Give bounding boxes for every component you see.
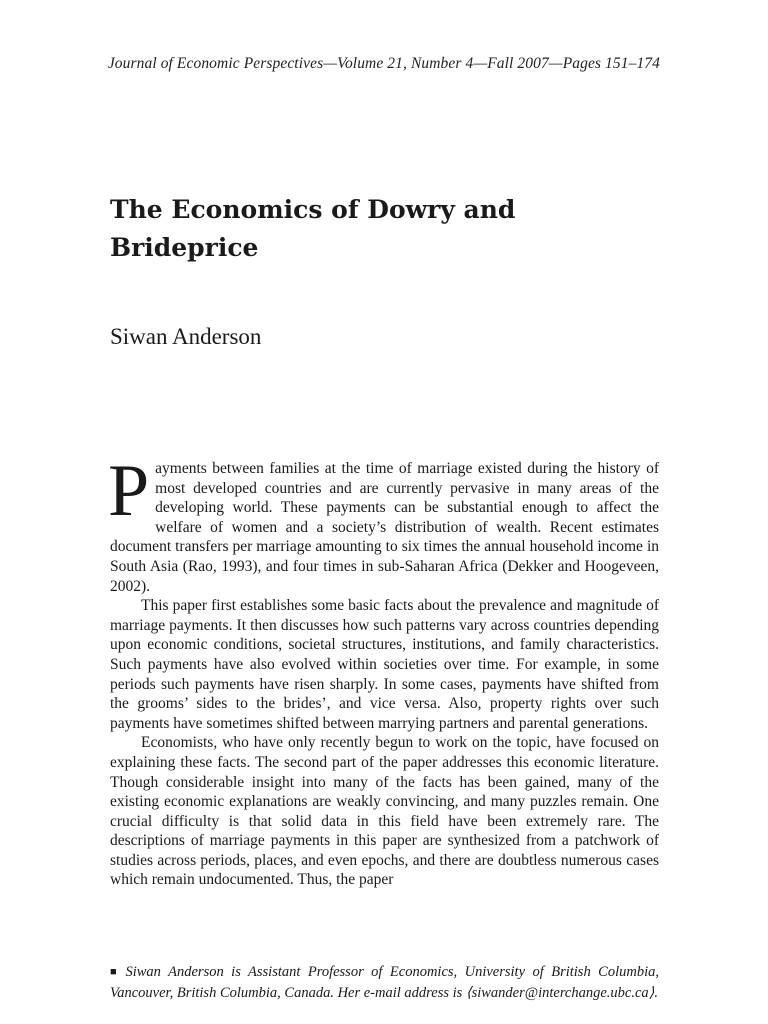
article-title: The Economics of Dowry and Brideprice bbox=[110, 195, 516, 262]
paragraph-1-text: ayments between families at the time of marriage existed during the history of most developed countries and are currently pervasive in many areas of the developing world. These payments can be substantial enough to affect the welfare of women and a society’s distribution of wealth. Recent estimates document transfers per marriage amounting to six times the annual household income in South Asia (Rao, 1993), and four times in sub-Saharan Africa (Dekker and Hoogeveen, 2002). bbox=[110, 460, 659, 595]
footnote-text: Siwan Anderson is Assistant Professor of Economics, University of British Columbia, Vancouver, British Columbia, Canada. Her e-mail address is ⟨siwander@interchange.ubc.ca⟩. bbox=[110, 964, 659, 1001]
journal-header: Journal of Economic Perspectives—Volume 21, Number 4—Fall 2007—Pages 151–174 bbox=[107, 55, 660, 72]
drop-cap: P bbox=[108, 450, 150, 532]
author-footnote bbox=[110, 962, 659, 1003]
footnote-bullet: ■ bbox=[110, 966, 121, 978]
paragraph-1 bbox=[108, 450, 659, 596]
article-body bbox=[108, 450, 659, 890]
article-author: Siwan Anderson bbox=[110, 324, 262, 349]
paragraph-3: Economists, who have only recently begun to work on the topic, have focused on explaining these facts. The second part of the paper addresses this economic literature. Though considerable insight into many of the facts has been gained, many of the existing economic explanations are weakly convincing, and many puzzles remain. One crucial difficulty is that solid data in this field have been extremely rare. The descriptions of marriage payments in this paper are synthesized from a patchwork of studies across periods, places, and even epochs, and there are doubtless numerous cases which remain undocumented. Thus, the paper bbox=[110, 734, 659, 889]
paragraph-2: This paper first establishes some basic facts about the prevalence and magnitude of marriage payments. It then discusses how such patterns vary across countries depending upon economic conditions, societal structures, institutions, and family characteristics. Such payments have also evolved within societies over time. For example, in some periods such payments have risen sharply. In some cases, payments have shifted from the grooms’ sides to the brides’, and vice versa. Also, property rights over such payments have sometimes shifted between marrying partners and parental generations. bbox=[110, 597, 659, 732]
